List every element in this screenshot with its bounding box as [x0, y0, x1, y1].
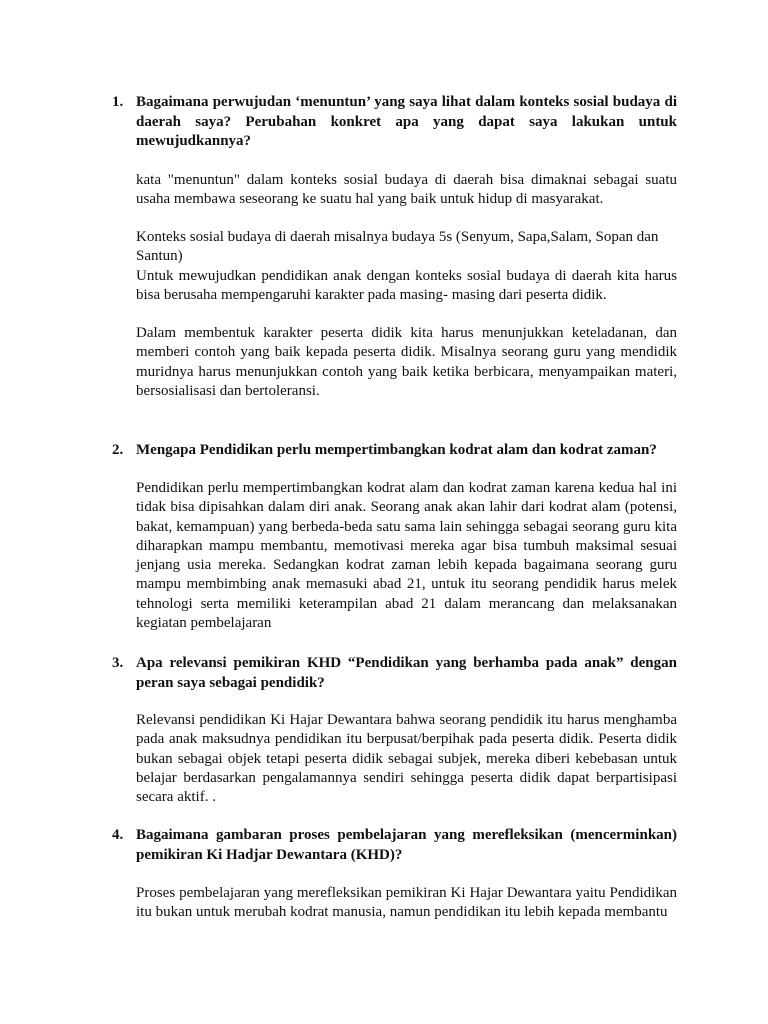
question-title: Bagaimana gambaran proses pembelajaran yang merefleksikan (mencerminkan) pemikiran Ki Hadjar Dewantara (KHD)?: [136, 827, 677, 863]
question-number: 1.: [112, 94, 124, 110]
answer-paragraph: kata "menuntun" dalam konteks sosial budaya di daerah bisa dimaknai sebagai suatu usaha membawa seseorang ke suatu hal yang baik untuk hidup di masyarakat.: [136, 172, 677, 208]
answer-paragraph: Dalam membentuk karakter peserta didik kita harus menunjukkan keteladanan, dan memberi contoh yang baik kepada peserta didik. Misalnya seorang guru yang mendidik muridnya harus menunjukkan contoh yang baik ketika berbicara, menyampaikan materi, bersosialisasi dan bertoleransi.: [136, 325, 677, 399]
answer-paragraph: Untuk mewujudkan pendidikan anak dengan konteks sosial budaya di daerah kita harus bisa berusaha mempengaruhi karakter pada masing- masing dari peserta didik.: [136, 268, 677, 304]
question-1: [112, 93, 677, 152]
answer-paragraph: Pendidikan perlu mempertimbangkan kodrat alam dan kodrat zaman karena kedua hal ini tidak bisa dipisahkan dalam diri anak. Seorang anak akan lahir dari kodrat alam (potensi, bakat, kemampuan) yang berbeda-beda satu sama lain sehingga sebagai seorang guru kita diharapkan mampu membantu, memotivasi mereka agar bisa tumbuh maksimal sesuai jenjang usia mereka. Sedangkan kodrat zaman lebih kepada bagaimana seorang guru mampu membimbing anak memasuki abad 21, untuk itu seorang pendidik harus melek tehnologi serta memiliki keterampilan abad 21 dalam merancang dan melaksanakan kegiatan pembelajaran: [136, 480, 677, 632]
question-title: Apa relevansi pemikiran KHD “Pendidikan yang berhamba pada anak” dengan peran saya sebagai pendidik?: [136, 655, 677, 691]
question-4: [112, 826, 677, 865]
answer-paragraph: Proses pembelajaran yang merefleksikan pemikiran Ki Hajar Dewantara yaitu Pendidikan itu bukan untuk merubah kodrat manusia, namun pendidikan itu lebih kepada membantu: [136, 885, 677, 921]
answer-paragraph: Konteks sosial budaya di daerah misalnya budaya 5s (Senyum, Sapa,Salam, Sopan dan Santun): [136, 229, 659, 265]
answer-paragraph: Relevansi pendidikan Ki Hajar Dewantara bahwa seorang pendidik itu harus menghamba pada anak maksudnya pendidikan itu berpusat/berpihak pada peserta didik. Peserta didik bukan sebagai objek tetapi peserta didik sebagai subjek, mereka diberi kebebasan untuk belajar berdasarkan pengalamannya sendiri sehingga peserta didik dapat berpartisipasi secara aktif. .: [136, 712, 677, 806]
question-title: Bagaimana perwujudan ‘menuntun’ yang saya lihat dalam konteks sosial budaya di daerah saya? Perubahan konkret apa yang dapat saya lakukan untuk mewujudkannya?: [136, 94, 677, 149]
question-number: 3.: [112, 655, 124, 671]
question-2: [112, 441, 677, 461]
question-3: [112, 654, 677, 693]
question-number: 4.: [112, 827, 124, 843]
question-title: Mengapa Pendidikan perlu mempertimbangkan kodrat alam dan kodrat zaman?: [136, 442, 657, 458]
question-number: 2.: [112, 442, 124, 458]
